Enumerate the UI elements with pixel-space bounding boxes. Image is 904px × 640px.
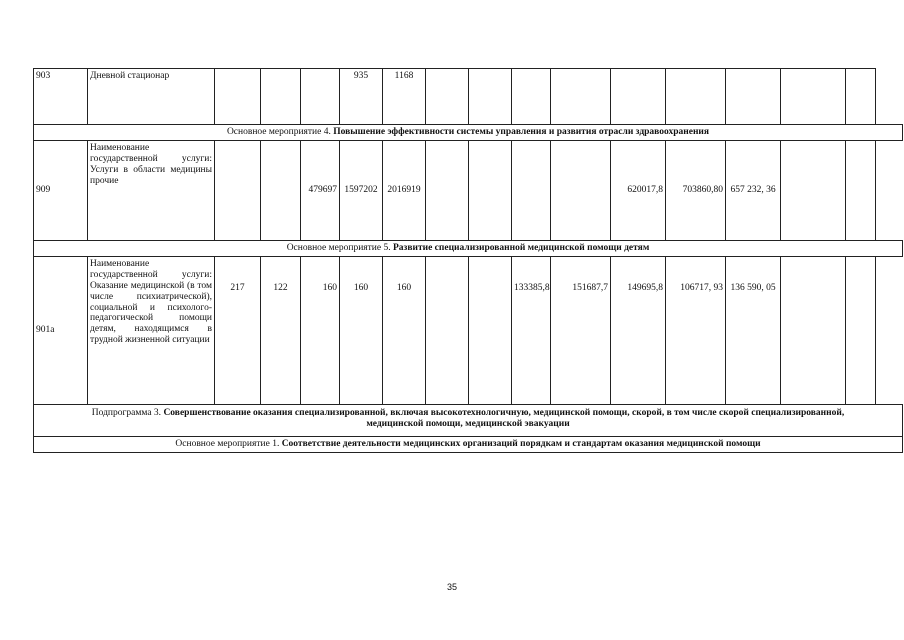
row-service-name: Наименование государственной услуги: Оказание медицинской (в том числе психиатрической), социальной и психолого-педагогической помощи детям, находящимся в трудной жизненной ситуации (88, 256, 215, 404)
row-value-cell (215, 140, 261, 240)
row-value-cell: 106717, 93 (666, 256, 726, 404)
row-value-cell: 935 (340, 69, 383, 125)
section-label: Основное мероприятие 4. (226, 127, 331, 137)
row-value-cell (781, 69, 846, 125)
row-value-cell: 1168 (383, 69, 426, 125)
row-service-name: Наименование государственной услуги: Услуги в области медицины прочие (88, 140, 215, 240)
row-value-cell (426, 256, 469, 404)
row-value-cell: 160 (383, 256, 426, 404)
row-value-cell: 2016919 (383, 140, 426, 240)
row-value-cell: 136 590, 05 (726, 256, 781, 404)
row-value-cell: 620017,8 (611, 140, 666, 240)
row-value-cell (469, 140, 512, 240)
row-value-cell (261, 69, 301, 125)
row-value-cell (666, 69, 726, 125)
row-value-cell: 703860,80 (666, 140, 726, 240)
section-header-row (34, 125, 903, 141)
section-header-cell (34, 436, 903, 452)
section-title: Развитие специализированной медицинской помощи детям (392, 242, 650, 253)
section-label: Основное мероприятие 5. (286, 242, 391, 253)
row-value-cell (781, 256, 846, 404)
section-header-cell (34, 125, 903, 141)
row-value-cell: 160 (340, 256, 383, 404)
section-title: Повышение эффективности системы управления и развития отрасли здравоохранения (333, 127, 710, 137)
section-header-cell (34, 240, 903, 256)
row-value-cell (781, 140, 846, 240)
row-value-cell (846, 69, 876, 125)
row-value-cell: 657 232, 36 (726, 140, 781, 240)
row-value-cell: 479697 (301, 140, 340, 240)
row-service-name: Дневной стационар (88, 69, 215, 125)
section-header-cell (34, 404, 903, 436)
row-value-cell (512, 69, 551, 125)
row-value-cell (551, 69, 611, 125)
section-header-row (34, 404, 903, 436)
row-value-cell (215, 69, 261, 125)
row-value-cell: 1597202 (340, 140, 383, 240)
row-value-cell (469, 256, 512, 404)
row-code: 903 (34, 69, 88, 125)
row-value-cell (846, 256, 876, 404)
row-code: 901а (34, 256, 88, 404)
row-value-cell (726, 69, 781, 125)
table-row (34, 140, 903, 240)
section-title: Соответствие деятельности медицинских организаций порядкам и стандартам оказания медицинской помощи (281, 438, 761, 449)
row-value-cell (512, 140, 551, 240)
row-value-cell (611, 69, 666, 125)
report-table-body (34, 69, 903, 453)
section-title: Совершенствование оказания специализированной, включая высокотехнологичную, медицинской помощи, скорой, в том числе скорой специализированной, медицинской помощи, медицинской эвакуации (163, 407, 845, 429)
row-value-cell (426, 69, 469, 125)
row-value-cell (469, 69, 512, 125)
row-value-cell: 217 (215, 256, 261, 404)
row-value-cell (551, 140, 611, 240)
table-row (34, 256, 903, 404)
row-value-cell (846, 140, 876, 240)
row-value-cell: 160 (301, 256, 340, 404)
row-value-cell (261, 140, 301, 240)
row-value-cell (426, 140, 469, 240)
row-value-cell: 151687,7 (551, 256, 611, 404)
row-value-cell: 133385,8 (512, 256, 551, 404)
section-label: Подпрограмма 3. (91, 407, 162, 418)
page-number: 35 (446, 582, 457, 592)
section-label: Основное мероприятие 1. (175, 438, 280, 449)
row-value-cell: 122 (261, 256, 301, 404)
section-header-row (34, 240, 903, 256)
report-table (33, 68, 903, 453)
table-row (34, 69, 903, 125)
row-value-cell (301, 69, 340, 125)
row-value-cell: 149695,8 (611, 256, 666, 404)
row-code: 909 (34, 140, 88, 240)
section-header-row (34, 436, 903, 452)
